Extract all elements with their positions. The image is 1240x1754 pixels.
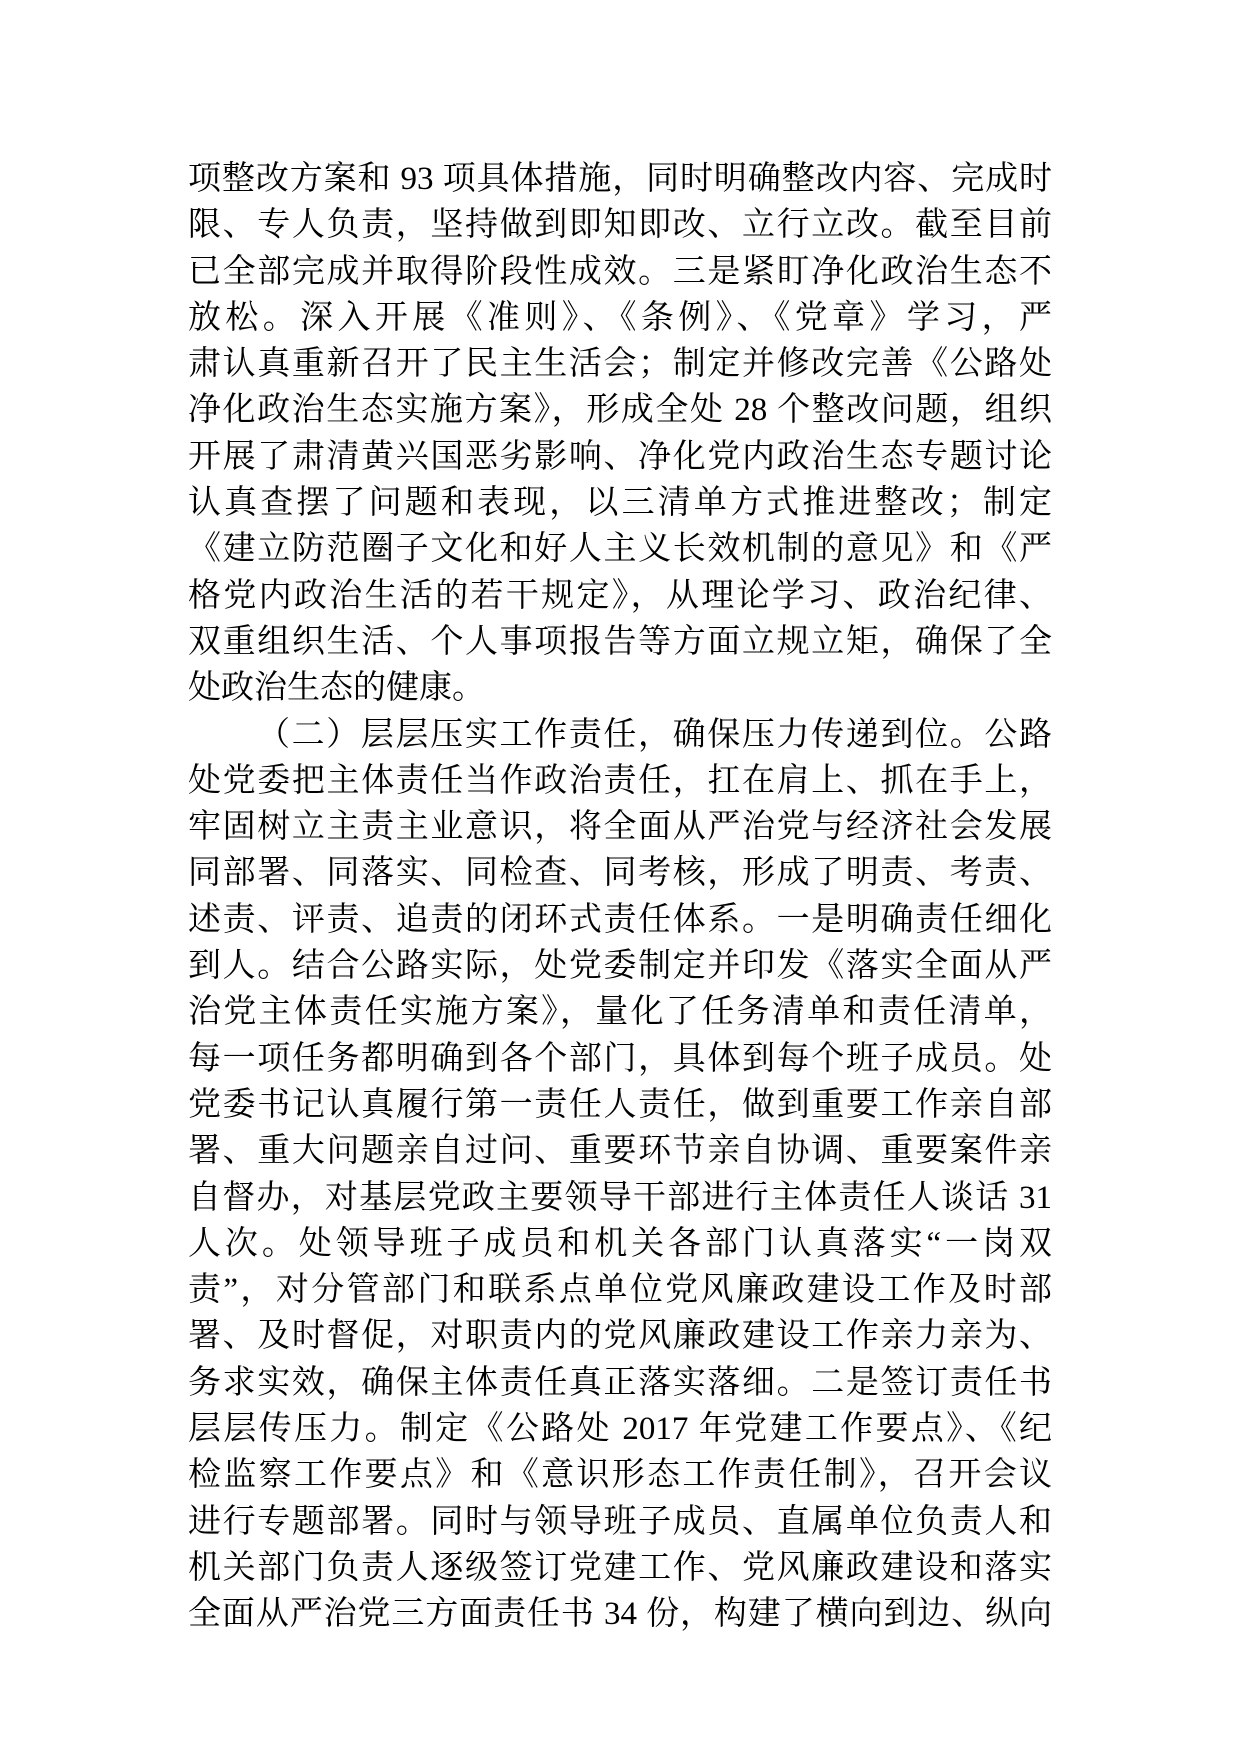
text-line: 署、及时督促，对职责内的党风廉政建设工作亲力亲为、	[188, 1318, 1052, 1355]
text-line: 每一项任务都明确到各个部门，具体到每个班子成员。处	[188, 1040, 1052, 1077]
text-line: 肃认真重新召开了民主生活会；制定并修改完善《公路处	[188, 346, 1052, 383]
text-line: 人次。处领导班子成员和机关各部门认真落实“一岗双	[188, 1225, 1052, 1262]
text-line: 机关部门负责人逐级签订党建工作、党风廉政建设和落实	[188, 1549, 1052, 1586]
text-line: 同部署、同落实、同检查、同考核，形成了明责、考责、	[188, 855, 1052, 892]
text-line: 务求实效，确保主体责任真正落实落细。二是签订责任书	[188, 1364, 1052, 1401]
text-line: 述责、评责、追责的闭环式责任体系。一是明确责任细化	[188, 901, 1052, 938]
text-line: 党委书记认真履行第一责任人责任，做到重要工作亲自部	[188, 1086, 1052, 1123]
text-line: 已全部完成并取得阶段性成效。三是紧盯净化政治生态不	[188, 253, 1052, 290]
text-line: 净化政治生态实施方案》，形成全处 28 个整改问题，组织	[188, 392, 1052, 429]
text-line: 开展了肃清黄兴国恶劣影响、净化党内政治生态专题讨论	[188, 438, 1052, 475]
text-line: 处政治生态的健康。	[188, 670, 485, 707]
text-line: 项整改方案和 93 项具体措施，同时明确整改内容、完成时	[188, 161, 1052, 197]
text-line: 处党委把主体责任当作政治责任，扛在肩上、抓在手上，	[188, 762, 1052, 799]
text-line: 责”，对分管部门和联系点单位党风廉政建设工作及时部	[188, 1272, 1052, 1309]
paragraph	[188, 712, 1052, 1638]
text-line: 层层传压力。制定《公路处 2017 年党建工作要点》、《纪	[188, 1411, 1052, 1448]
text-line: 自督办，对基层党政主要领导干部进行主体责任人谈话 31	[188, 1179, 1052, 1216]
text-line: 牢固树立主责主业意识，将全面从严治党与经济社会发展	[188, 809, 1052, 846]
paragraph	[188, 156, 1052, 712]
text-line: 限、专人负责，坚持做到即知即改、立行立改。截至目前	[188, 207, 1052, 244]
body-text	[188, 156, 1052, 1638]
text-line: 认真查摆了问题和表现，以三清单方式推进整改；制定	[188, 485, 1052, 522]
text-line: 全面从严治党三方面责任书 34 份，构建了横向到边、纵向	[188, 1596, 1052, 1633]
text-line: 检监察工作要点》和《意识形态工作责任制》，召开会议	[188, 1457, 1052, 1494]
text-line: 放松。深入开展《准则》、《条例》、《党章》学习，严	[188, 299, 1052, 336]
text-line: 格党内政治生活的若干规定》，从理论学习、政治纪律、	[188, 577, 1052, 614]
text-line: 进行专题部署。同时与领导班子成员、直属单位负责人和	[188, 1503, 1052, 1540]
text-line: 到人。结合公路实际，处党委制定并印发《落实全面从严	[188, 948, 1052, 985]
text-line: 双重组织生活、个人事项报告等方面立规立矩，确保了全	[188, 623, 1052, 660]
section-heading-line: （二）层层压实工作责任，确保压力传递到位。公路	[257, 716, 1052, 753]
text-line: 治党主体责任实施方案》，量化了任务清单和责任清单，	[188, 994, 1052, 1031]
text-line: 署、重大问题亲自过问、重要环节亲自协调、重要案件亲	[188, 1133, 1052, 1170]
text-line: 《建立防范圈子文化和好人主义长效机制的意见》和《严	[188, 531, 1052, 568]
